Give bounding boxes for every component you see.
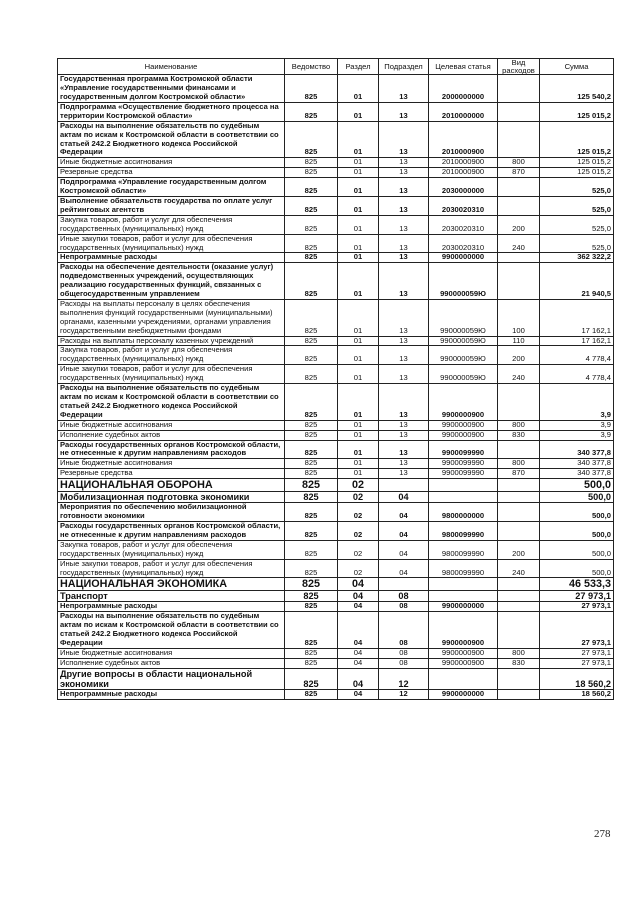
cell-ministry: 825: [285, 346, 338, 365]
cell-name: Исполнение судебных актов: [58, 430, 285, 440]
table-row: [58, 540, 614, 559]
cell-amount: 4 778,4: [540, 346, 614, 365]
cell-amount: 3,9: [540, 384, 614, 421]
cell-expense-type: [498, 253, 540, 263]
cell-section: 01: [338, 196, 379, 215]
cell-expense-type: 800: [498, 420, 540, 430]
cell-name: Выполнение обязательств государства по оплате услуг рейтинговых агентств: [58, 196, 285, 215]
cell-target: 2010000900: [429, 158, 498, 168]
cell-ministry: 825: [285, 668, 338, 689]
table-row: [58, 591, 614, 602]
cell-section: 01: [338, 346, 379, 365]
table-row: [58, 469, 614, 479]
cell-name: Иные бюджетные ассигнования: [58, 420, 285, 430]
cell-target: [429, 479, 498, 492]
cell-ministry: 825: [285, 168, 338, 178]
cell-subsection: 04: [379, 503, 429, 522]
cell-amount: 340 377,8: [540, 469, 614, 479]
cell-amount: 27 973,1: [540, 658, 614, 668]
cell-amount: 500,0: [540, 540, 614, 559]
cell-section: 01: [338, 75, 379, 103]
header-name: Наименование: [58, 59, 285, 75]
cell-ministry: 825: [285, 178, 338, 197]
cell-amount: 27 973,1: [540, 612, 614, 649]
table-row: [58, 196, 614, 215]
cell-subsection: 13: [379, 75, 429, 103]
cell-expense-type: [498, 503, 540, 522]
cell-name: Расходы на выполнение обязательств по судебным актам по искам к Костромской области в соответствии со статьей 242.2 Бюджетного кодекса Российской Федерации: [58, 121, 285, 158]
cell-target: 990000059Ю: [429, 336, 498, 346]
cell-expense-type: 830: [498, 658, 540, 668]
cell-ministry: 825: [285, 75, 338, 103]
cell-subsection: 08: [379, 602, 429, 612]
cell-name: Иные бюджетные ассигнования: [58, 158, 285, 168]
cell-target: [429, 578, 498, 591]
cell-name: Иные закупки товаров, работ и услуг для обеспечения государственных (муниципальных) нужд: [58, 234, 285, 253]
cell-subsection: [379, 578, 429, 591]
cell-amount: 18 560,2: [540, 668, 614, 689]
table-row: [58, 492, 614, 503]
cell-section: 02: [338, 503, 379, 522]
cell-section: 04: [338, 648, 379, 658]
cell-name: Мобилизационная подготовка экономики: [58, 492, 285, 503]
cell-ministry: 825: [285, 253, 338, 263]
cell-expense-type: [498, 440, 540, 459]
cell-ministry: 825: [285, 492, 338, 503]
cell-name: Расходы на обеспечение деятельности (оказание услуг) подведомственных учреждений, осуществляющих реализацию государственных функций, связанных с общегосударственным управлением: [58, 263, 285, 300]
cell-section: 01: [338, 459, 379, 469]
header-amount: Сумма: [540, 59, 614, 75]
table-row: [58, 299, 614, 336]
cell-target: 9800099990: [429, 521, 498, 540]
cell-name: Расходы на выплаты персоналу казенных учреждений: [58, 336, 285, 346]
cell-ministry: 825: [285, 336, 338, 346]
table-row: [58, 559, 614, 578]
cell-amount: 125 015,2: [540, 168, 614, 178]
cell-target: 2030020310: [429, 234, 498, 253]
cell-subsection: 13: [379, 215, 429, 234]
cell-expense-type: [498, 178, 540, 197]
cell-subsection: 13: [379, 346, 429, 365]
cell-ministry: 825: [285, 602, 338, 612]
cell-name: Иные бюджетные ассигнования: [58, 648, 285, 658]
table-row: [58, 503, 614, 522]
cell-subsection: 13: [379, 430, 429, 440]
header-target: Целевая статья: [429, 59, 498, 75]
table-row: [58, 689, 614, 699]
cell-expense-type: [498, 689, 540, 699]
header-section: Раздел: [338, 59, 379, 75]
cell-target: 9900000900: [429, 612, 498, 649]
cell-subsection: 13: [379, 459, 429, 469]
cell-subsection: 13: [379, 121, 429, 158]
cell-amount: 125 015,2: [540, 102, 614, 121]
cell-ministry: 825: [285, 102, 338, 121]
table-row: [58, 420, 614, 430]
cell-ministry: 825: [285, 469, 338, 479]
cell-ministry: 825: [285, 196, 338, 215]
cell-name: Исполнение судебных актов: [58, 658, 285, 668]
cell-section: 01: [338, 234, 379, 253]
cell-ministry: 825: [285, 559, 338, 578]
cell-amount: 525,0: [540, 215, 614, 234]
cell-expense-type: 200: [498, 346, 540, 365]
cell-expense-type: 800: [498, 459, 540, 469]
cell-ministry: 825: [285, 521, 338, 540]
cell-section: 01: [338, 365, 379, 384]
cell-ministry: 825: [285, 420, 338, 430]
cell-section: 01: [338, 215, 379, 234]
cell-amount: 500,0: [540, 503, 614, 522]
cell-amount: 362 322,2: [540, 253, 614, 263]
cell-expense-type: 200: [498, 540, 540, 559]
cell-subsection: 13: [379, 299, 429, 336]
cell-target: 990000059Ю: [429, 299, 498, 336]
cell-subsection: 08: [379, 658, 429, 668]
cell-name: Резервные средства: [58, 469, 285, 479]
cell-expense-type: [498, 102, 540, 121]
cell-target: 9900099990: [429, 459, 498, 469]
cell-ministry: 825: [285, 689, 338, 699]
page-number: 278: [594, 828, 611, 840]
cell-section: 02: [338, 479, 379, 492]
cell-expense-type: 800: [498, 648, 540, 658]
cell-section: 01: [338, 168, 379, 178]
table-row: [58, 263, 614, 300]
cell-section: 02: [338, 540, 379, 559]
table-row: [58, 384, 614, 421]
cell-subsection: 13: [379, 158, 429, 168]
cell-ministry: 825: [285, 215, 338, 234]
cell-ministry: 825: [285, 158, 338, 168]
cell-section: 04: [338, 689, 379, 699]
cell-amount: 125 015,2: [540, 158, 614, 168]
cell-amount: 4 778,4: [540, 365, 614, 384]
cell-name: Государственная программа Костромской области «Управление государственными финансами и государственным долгом Костромской области»: [58, 75, 285, 103]
cell-expense-type: 240: [498, 559, 540, 578]
cell-section: 01: [338, 178, 379, 197]
cell-ministry: 825: [285, 459, 338, 469]
cell-section: 01: [338, 336, 379, 346]
table-row: [58, 346, 614, 365]
cell-ministry: 825: [285, 612, 338, 649]
cell-subsection: 13: [379, 384, 429, 421]
cell-ministry: 825: [285, 540, 338, 559]
cell-name: Иные закупки товаров, работ и услуг для обеспечения государственных (муниципальных) нужд: [58, 559, 285, 578]
cell-subsection: 13: [379, 253, 429, 263]
cell-name: Непрограммные расходы: [58, 253, 285, 263]
table-row: [58, 648, 614, 658]
cell-section: 01: [338, 263, 379, 300]
cell-name: Закупка товаров, работ и услуг для обеспечения государственных (муниципальных) нужд: [58, 540, 285, 559]
cell-section: 01: [338, 121, 379, 158]
budget-table: [57, 58, 614, 700]
cell-subsection: [379, 479, 429, 492]
cell-expense-type: 100: [498, 299, 540, 336]
cell-expense-type: [498, 668, 540, 689]
cell-target: 2010000900: [429, 121, 498, 158]
cell-name: Закупка товаров, работ и услуг для обеспечения государственных (муниципальных) нужд: [58, 346, 285, 365]
cell-name: Подпрограмма «Управление государственным долгом Костромской области»: [58, 178, 285, 197]
cell-expense-type: [498, 521, 540, 540]
cell-target: 9900000900: [429, 384, 498, 421]
cell-section: 04: [338, 591, 379, 602]
cell-subsection: 13: [379, 469, 429, 479]
table-row: [58, 578, 614, 591]
cell-target: [429, 591, 498, 602]
cell-expense-type: [498, 591, 540, 602]
header-subsection: Подраздел: [379, 59, 429, 75]
cell-section: 01: [338, 469, 379, 479]
cell-name: Расходы на выполнение обязательств по судебным актам по искам к Костромской области в соответствии со статьей 242.2 Бюджетного кодекса Российской Федерации: [58, 612, 285, 649]
cell-name: Расходы на выплаты персоналу в целях обеспечения выполнения функций государственными (муниципальными) органами, казенными учреждениями, органами управления государственными внебюджетными фондами: [58, 299, 285, 336]
table-row: [58, 168, 614, 178]
cell-target: 990000059Ю: [429, 263, 498, 300]
cell-target: 2010000000: [429, 102, 498, 121]
cell-amount: 525,0: [540, 234, 614, 253]
cell-subsection: 13: [379, 336, 429, 346]
cell-target: 9900000000: [429, 253, 498, 263]
cell-target: 9900000900: [429, 430, 498, 440]
cell-subsection: 13: [379, 168, 429, 178]
cell-amount: 21 940,5: [540, 263, 614, 300]
cell-ministry: 825: [285, 591, 338, 602]
cell-section: 01: [338, 253, 379, 263]
cell-target: 2030020310: [429, 196, 498, 215]
cell-expense-type: 870: [498, 469, 540, 479]
cell-name: Мероприятия по обеспечению мобилизационной готовности экономики: [58, 503, 285, 522]
cell-amount: 525,0: [540, 196, 614, 215]
cell-subsection: 08: [379, 612, 429, 649]
cell-expense-type: [498, 263, 540, 300]
cell-expense-type: 200: [498, 215, 540, 234]
cell-name: НАЦИОНАЛЬНАЯ ОБОРОНА: [58, 479, 285, 492]
cell-amount: 500,0: [540, 521, 614, 540]
cell-expense-type: 870: [498, 168, 540, 178]
cell-amount: 500,0: [540, 559, 614, 578]
cell-target: 9900099990: [429, 469, 498, 479]
cell-amount: 27 973,1: [540, 648, 614, 658]
cell-ministry: 825: [285, 440, 338, 459]
table-row: [58, 430, 614, 440]
cell-expense-type: [498, 75, 540, 103]
cell-section: 01: [338, 430, 379, 440]
cell-name: Резервные средства: [58, 168, 285, 178]
cell-target: 9900000900: [429, 648, 498, 658]
cell-target: 990000059Ю: [429, 365, 498, 384]
cell-subsection: 13: [379, 178, 429, 197]
cell-amount: 340 377,8: [540, 459, 614, 469]
cell-subsection: 13: [379, 440, 429, 459]
cell-name: Непрограммные расходы: [58, 602, 285, 612]
cell-subsection: 13: [379, 420, 429, 430]
cell-target: 2030020310: [429, 215, 498, 234]
table-row: [58, 75, 614, 103]
cell-section: 01: [338, 440, 379, 459]
cell-amount: 27 973,1: [540, 602, 614, 612]
cell-amount: 525,0: [540, 178, 614, 197]
cell-name: Другие вопросы в области национальной экономики: [58, 668, 285, 689]
table-row: [58, 668, 614, 689]
cell-name: Расходы на выполнение обязательств по судебным актам по искам к Костромской области в соответствии со статьей 242.2 Бюджетного кодекса Российской Федерации: [58, 384, 285, 421]
cell-section: 04: [338, 602, 379, 612]
header-ministry: Ведомство: [285, 59, 338, 75]
cell-name: Закупка товаров, работ и услуг для обеспечения государственных (муниципальных) нужд: [58, 215, 285, 234]
cell-ministry: 825: [285, 479, 338, 492]
cell-subsection: 04: [379, 540, 429, 559]
table-row: [58, 365, 614, 384]
cell-name: НАЦИОНАЛЬНАЯ ЭКОНОМИКА: [58, 578, 285, 591]
cell-expense-type: [498, 196, 540, 215]
cell-target: 9900000000: [429, 602, 498, 612]
cell-section: 04: [338, 658, 379, 668]
cell-expense-type: [498, 492, 540, 503]
table-row: [58, 602, 614, 612]
cell-amount: 27 973,1: [540, 591, 614, 602]
cell-subsection: 13: [379, 234, 429, 253]
cell-section: 02: [338, 521, 379, 540]
cell-target: 9900000000: [429, 689, 498, 699]
cell-subsection: 08: [379, 591, 429, 602]
table-row: [58, 612, 614, 649]
table-row: [58, 658, 614, 668]
table-row: [58, 479, 614, 492]
cell-target: [429, 668, 498, 689]
table-row: [58, 215, 614, 234]
budget-sheet: [57, 58, 613, 700]
cell-subsection: 04: [379, 492, 429, 503]
cell-target: [429, 492, 498, 503]
cell-expense-type: [498, 578, 540, 591]
cell-target: 9800099990: [429, 559, 498, 578]
cell-subsection: 12: [379, 689, 429, 699]
cell-ministry: 825: [285, 430, 338, 440]
cell-subsection: 04: [379, 521, 429, 540]
cell-amount: 3,9: [540, 430, 614, 440]
cell-target: 2010000900: [429, 168, 498, 178]
cell-expense-type: [498, 384, 540, 421]
cell-ministry: 825: [285, 384, 338, 421]
cell-name: Расходы государственных органов Костромской области, не отнесенные к другим направлениям расходов: [58, 440, 285, 459]
cell-ministry: 825: [285, 263, 338, 300]
cell-subsection: 13: [379, 365, 429, 384]
cell-name: Транспорт: [58, 591, 285, 602]
cell-amount: 340 377,8: [540, 440, 614, 459]
cell-expense-type: 240: [498, 365, 540, 384]
cell-section: 01: [338, 420, 379, 430]
cell-amount: 17 162,1: [540, 299, 614, 336]
cell-subsection: 13: [379, 263, 429, 300]
cell-ministry: 825: [285, 234, 338, 253]
cell-expense-type: 830: [498, 430, 540, 440]
table-row: [58, 459, 614, 469]
cell-section: 01: [338, 102, 379, 121]
cell-amount: 125 540,2: [540, 75, 614, 103]
cell-amount: 18 560,2: [540, 689, 614, 699]
cell-target: 9900000900: [429, 658, 498, 668]
cell-subsection: 04: [379, 559, 429, 578]
cell-subsection: 13: [379, 196, 429, 215]
cell-section: 04: [338, 612, 379, 649]
cell-ministry: 825: [285, 658, 338, 668]
table-row: [58, 158, 614, 168]
cell-target: 9900099990: [429, 440, 498, 459]
cell-section: 04: [338, 668, 379, 689]
cell-ministry: 825: [285, 365, 338, 384]
cell-target: 9900000900: [429, 420, 498, 430]
cell-amount: 500,0: [540, 479, 614, 492]
cell-expense-type: [498, 602, 540, 612]
table-header-row: [58, 59, 614, 75]
cell-expense-type: [498, 612, 540, 649]
cell-amount: 125 015,2: [540, 121, 614, 158]
cell-name: Подпрограмма «Осуществление бюджетного процесса на территории Костромской области»: [58, 102, 285, 121]
cell-target: 990000059Ю: [429, 346, 498, 365]
cell-name: Непрограммные расходы: [58, 689, 285, 699]
cell-expense-type: [498, 479, 540, 492]
table-body: [58, 75, 614, 699]
cell-ministry: 825: [285, 578, 338, 591]
cell-expense-type: 800: [498, 158, 540, 168]
table-row: [58, 336, 614, 346]
cell-section: 02: [338, 559, 379, 578]
cell-amount: 500,0: [540, 492, 614, 503]
cell-target: 2030000000: [429, 178, 498, 197]
cell-name: Иные бюджетные ассигнования: [58, 459, 285, 469]
cell-ministry: 825: [285, 503, 338, 522]
cell-expense-type: 240: [498, 234, 540, 253]
table-row: [58, 440, 614, 459]
table-row: [58, 121, 614, 158]
cell-subsection: 13: [379, 102, 429, 121]
table-row: [58, 234, 614, 253]
table-row: [58, 102, 614, 121]
cell-subsection: 08: [379, 648, 429, 658]
cell-expense-type: 110: [498, 336, 540, 346]
cell-target: 9800000000: [429, 503, 498, 522]
cell-target: 9800099990: [429, 540, 498, 559]
cell-ministry: 825: [285, 299, 338, 336]
cell-ministry: 825: [285, 121, 338, 158]
table-row: [58, 178, 614, 197]
cell-name: Расходы государственных органов Костромской области, не отнесенные к другим направлениям расходов: [58, 521, 285, 540]
header-expense-type: Вид расходов: [498, 59, 540, 75]
cell-section: 02: [338, 492, 379, 503]
cell-subsection: 12: [379, 668, 429, 689]
table-row: [58, 521, 614, 540]
cell-amount: 46 533,3: [540, 578, 614, 591]
cell-ministry: 825: [285, 648, 338, 658]
cell-expense-type: [498, 121, 540, 158]
cell-target: 2000000000: [429, 75, 498, 103]
cell-section: 01: [338, 299, 379, 336]
cell-name: Иные закупки товаров, работ и услуг для обеспечения государственных (муниципальных) нужд: [58, 365, 285, 384]
cell-amount: 3,9: [540, 420, 614, 430]
cell-section: 01: [338, 158, 379, 168]
cell-section: 01: [338, 384, 379, 421]
cell-section: 04: [338, 578, 379, 591]
cell-amount: 17 162,1: [540, 336, 614, 346]
table-row: [58, 253, 614, 263]
